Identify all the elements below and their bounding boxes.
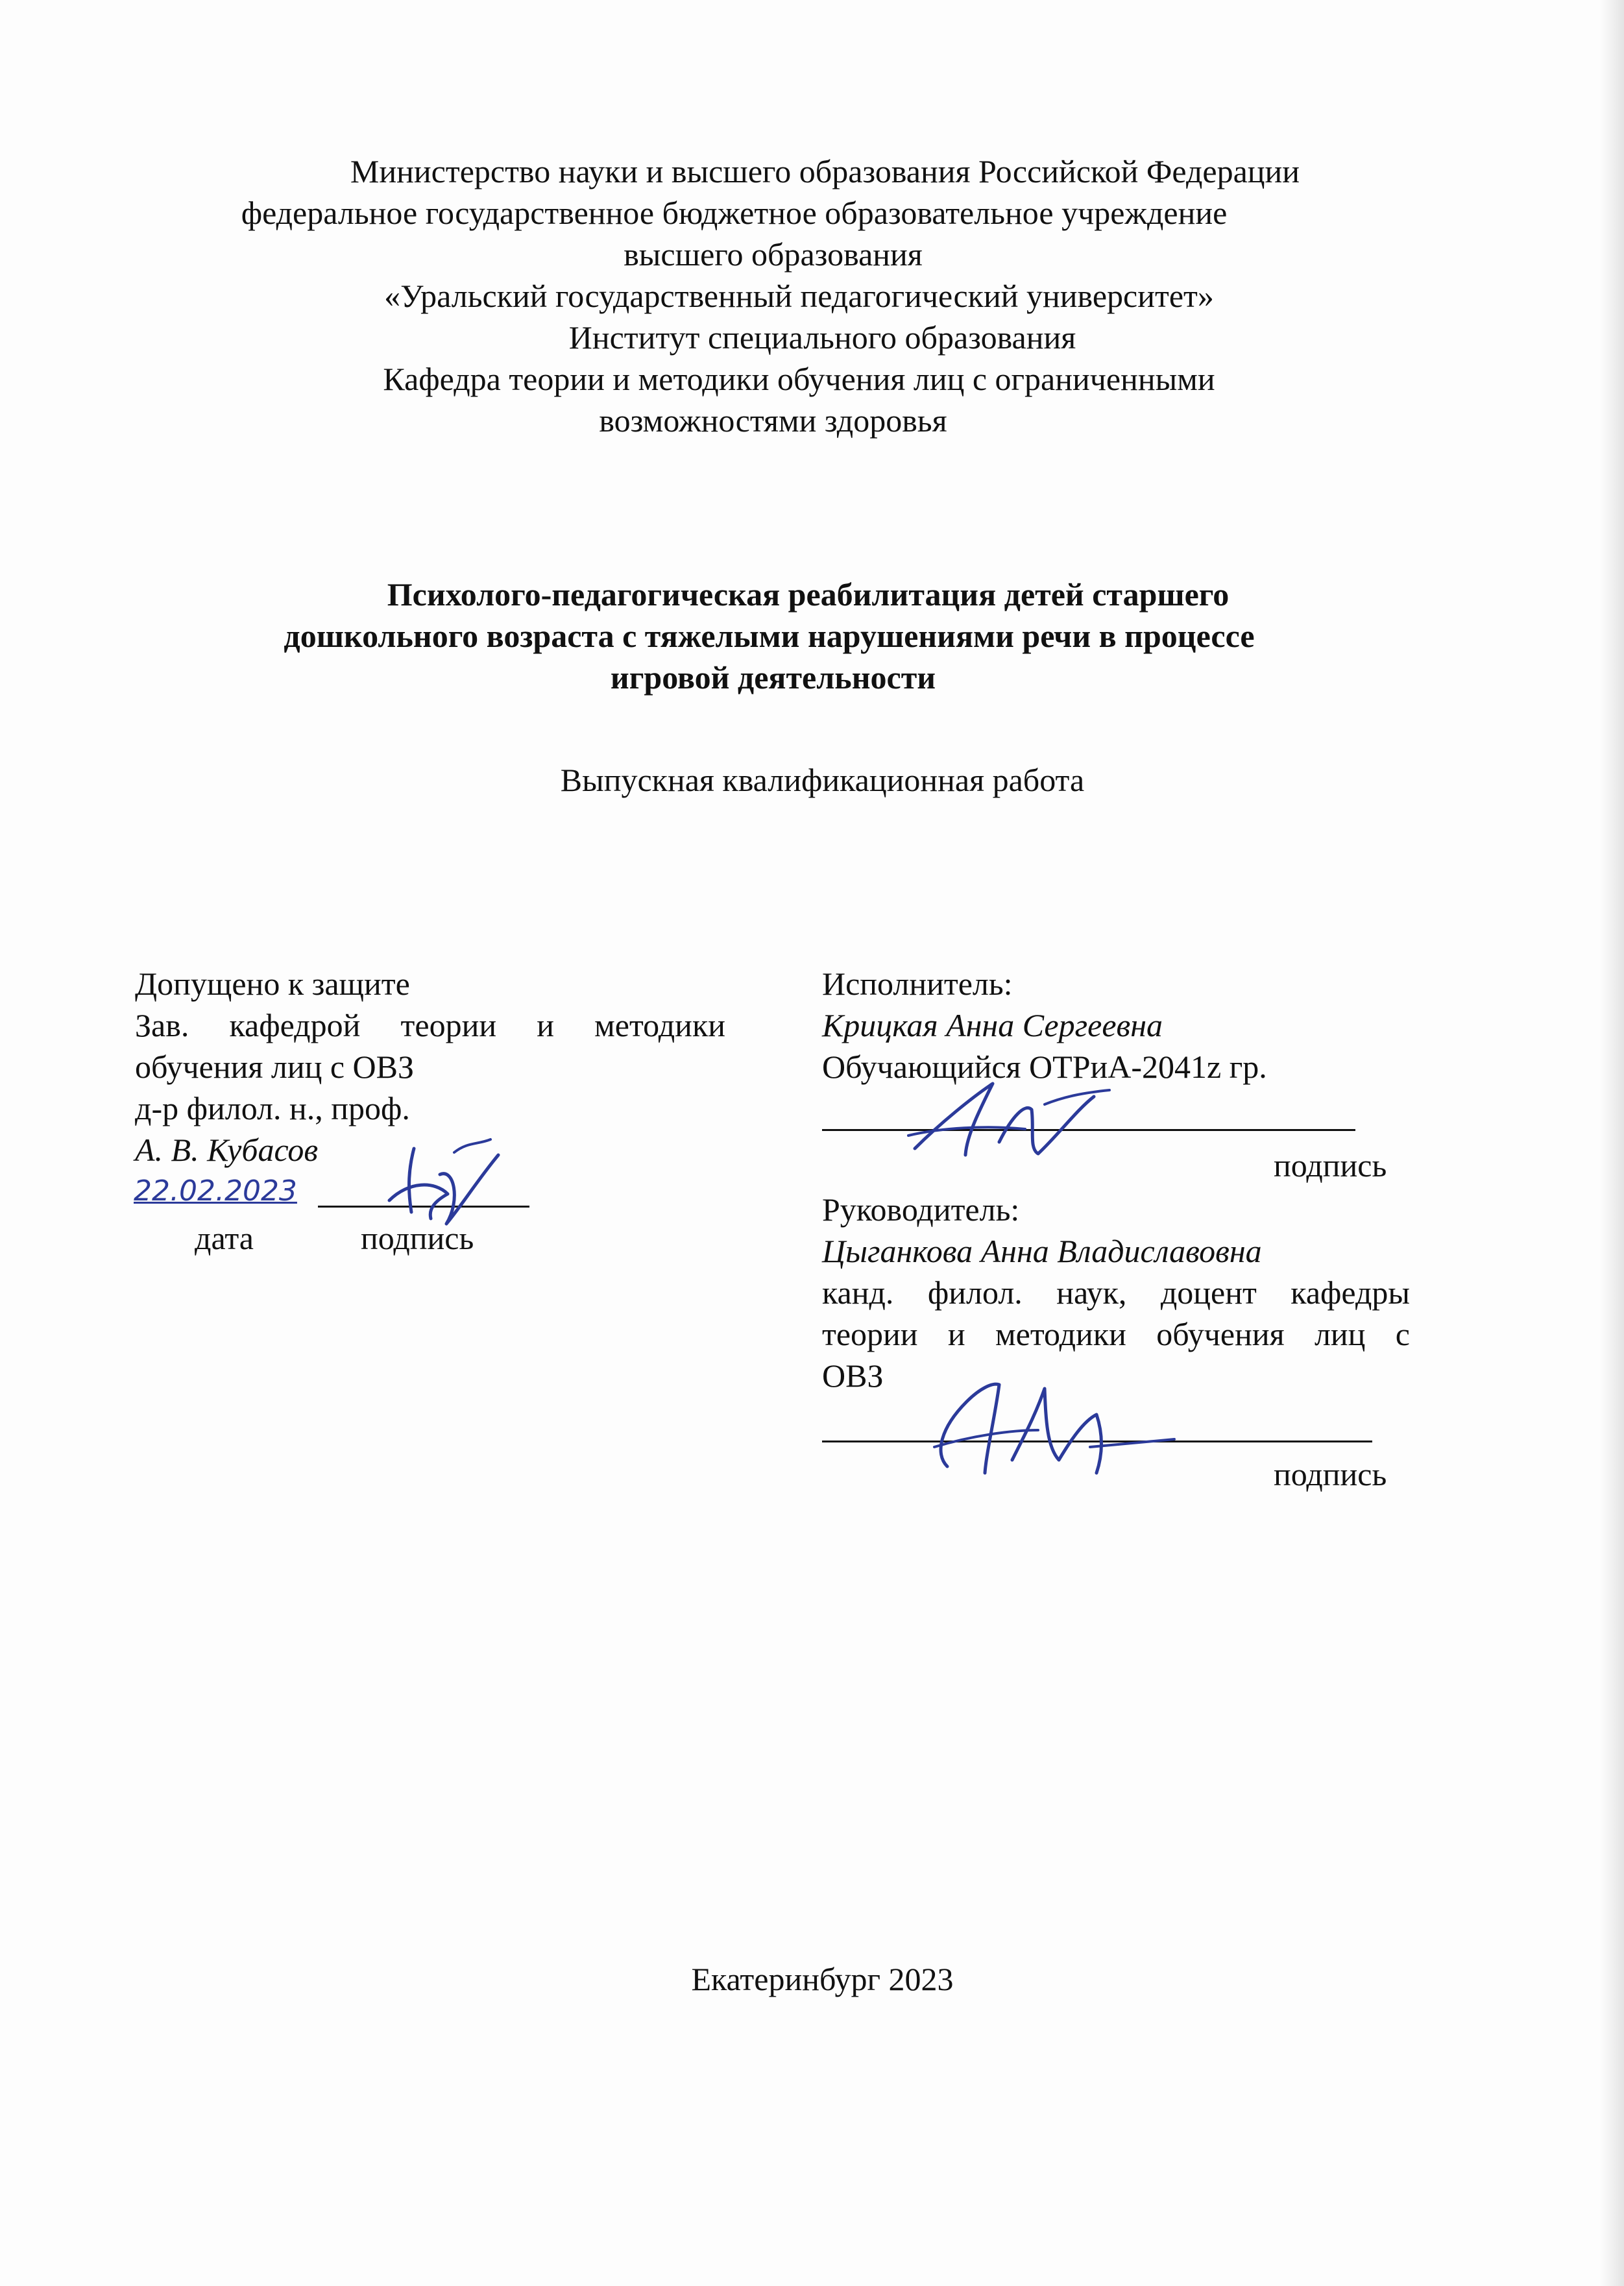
department-line-1: Кафедра теории и методики обучения лиц с ограниченными <box>383 361 1215 397</box>
city-year: Екатеринбург 2023 <box>691 1961 954 1997</box>
executor-group: Обучающийся ОТРиА-2041z гр. <box>822 1049 1267 1085</box>
supervisor-heading: Руководитель: <box>822 1191 1020 1228</box>
department-line-2: возможностями здоровья <box>599 402 947 439</box>
head-of-department-signature <box>363 1103 513 1233</box>
supervisor-name: Цыганкова Анна Владиславовна <box>822 1233 1262 1269</box>
admission-heading: Допущено к защите <box>135 966 410 1002</box>
institution-line-2: высшего образования <box>624 236 923 273</box>
supervisor-signature <box>908 1363 1181 1492</box>
admission-position-line-2: обучения лиц с ОВЗ <box>135 1049 415 1085</box>
thesis-title-line-2: дошкольного возраста с тяжелыми нарушениями речи в процессе <box>284 618 1255 654</box>
supervisor-position-line-2: теории и методики обучения лиц с <box>822 1316 1410 1352</box>
supervisor-position-line-1: канд. филол. наук, доцент кафедры <box>822 1274 1410 1311</box>
institute-line: Институт специального образования <box>568 319 1076 356</box>
thesis-title-line-1: Психолого-педагогическая реабилитация детей старшего <box>387 576 1230 613</box>
supervisor-signature-caption: подпись <box>1274 1456 1387 1492</box>
handwritten-date: 22.02.2023 <box>134 1174 297 1208</box>
thesis-title-line-3: игровой деятельности <box>610 659 936 696</box>
date-caption: дата <box>195 1220 254 1256</box>
admission-degree: д-р филол. н., проф. <box>135 1090 410 1126</box>
university-line: «Уральский государственный педагогический университет» <box>384 278 1214 314</box>
work-type: Выпускная квалификационная работа <box>560 762 1085 798</box>
head-signature-caption: подпись <box>361 1220 474 1256</box>
institution-line-1: федеральное государственное бюджетное образовательное учреждение <box>241 195 1228 231</box>
executor-signature-caption: подпись <box>1274 1147 1387 1184</box>
admission-position-line-1: Зав. кафедрой теории и методики <box>135 1007 725 1043</box>
admission-person-name: А. В. Кубасов <box>135 1132 319 1168</box>
executor-heading: Исполнитель: <box>822 966 1013 1002</box>
supervisor-position-line-3: ОВЗ <box>822 1357 884 1394</box>
executor-signature <box>902 1071 1122 1168</box>
ministry-line: Министерство науки и высшего образования Российской Федерации <box>350 153 1300 189</box>
executor-name: Крицкая Анна Сергеевна <box>822 1007 1163 1043</box>
